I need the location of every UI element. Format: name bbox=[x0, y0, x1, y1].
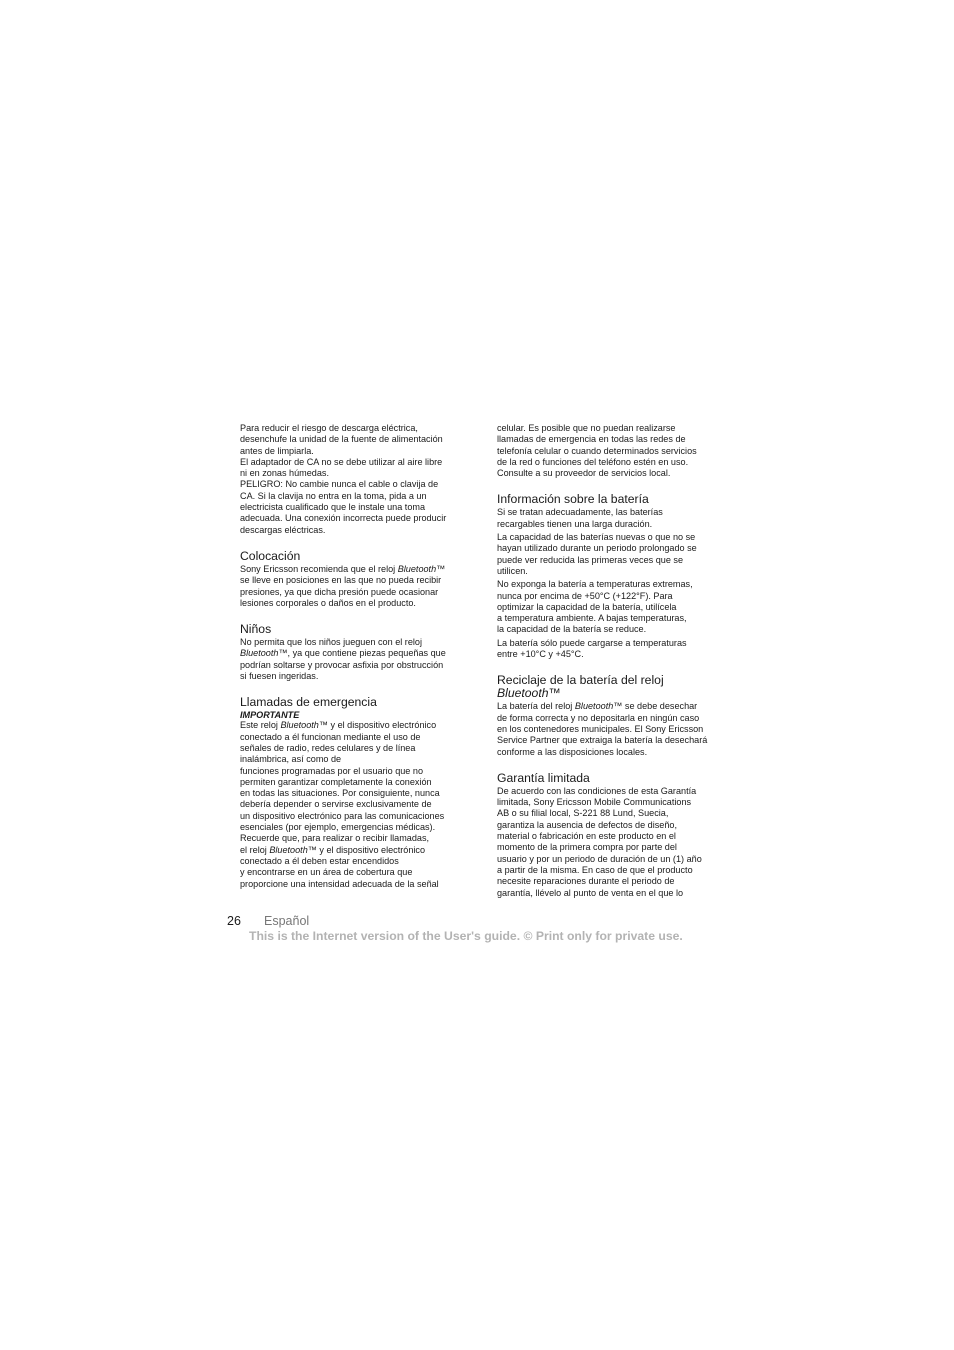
right-column bbox=[497, 423, 719, 899]
ninos-paragraph: No permita que los niños jueguen con el reloj Bluetooth™, ya que contiene piezas pequeñas que podrían soltarse y provocar asfixia por obstrucción si fuesen ingeridas. bbox=[240, 637, 446, 682]
section-title-bateria: Información sobre la batería bbox=[497, 492, 649, 507]
bateria-paragraph-3: No exponga la batería a temperaturas extremas, nunca por encima de +50°C (+122°F). Para optimizar la capacidad de la batería, utilícela a temperatura ambiente. A bajas temperaturas, la capacidad de la batería se reduce. bbox=[497, 579, 693, 635]
emergencia-paragraph: Este reloj Bluetooth™ y el dispositivo electrónico conectado a él funcionan mediante el uso de señales de radio, redes celulares y de línea inalámbrica, así como de funciones programadas por el usuario que no permiten garantizar completamente la conexión en todas las situaciones. Por consiguiente, nunca debería depender o servirse exclusivamente de un dispositivo electrónico para las comunicaciones esenciales (por ejemplo, emergencias médicas). Recuerde que, para realizar o recibir llamadas, el reloj Bluetooth™ y el dispositivo electrónico conectado a él deben estar encendidos y encontrarse en un área de cobertura que proporcione una intensidad adecuada de la señal bbox=[240, 720, 445, 889]
section-title-ninos: Niños bbox=[240, 622, 272, 637]
garantia-paragraph: De acuerdo con las condiciones de esta Garantía limitada, Sony Ericsson Mobile Communications AB o su filial local, S-221 88 Lund, Suecia, garantiza la ausencia de defectos de diseño, material o fabricación en este producto en el momento de la primera compra por parte del usuario y por un periodo de duración de un (1) año a partir de la misma. En caso de que el producto necesite reparaciones durante el periodo de garantía, llévelo al punto de venta en el que lo bbox=[497, 785, 702, 898]
bateria-paragraph-1: Si se tratan adecuadamente, las baterías recargables tienen una larga duración. bbox=[497, 507, 663, 529]
bateria-paragraph-4: La batería sólo puede cargarse a temperaturas entre +10°C y +45°C. bbox=[497, 637, 687, 660]
important-label: IMPORTANTE bbox=[240, 710, 300, 721]
section-title-colocacion: Colocación bbox=[240, 548, 301, 563]
reciclaje-paragraph: La batería del reloj Bluetooth™ se debe desechar de forma correcta y no depositarla en ningún caso en los contenedores municipales. El Sony Ericsson Service Partner que extraiga la batería la desechará conforme a las disposiciones locales. bbox=[497, 701, 708, 757]
bateria-paragraph-2: La capacidad de las baterías nuevas o que no se hayan utilizado durante un periodo prolongado se puede ver reducida las primeras veces que se utilicen. bbox=[497, 532, 697, 576]
section-title-garantia: Garantía limitada bbox=[497, 770, 590, 785]
page-number: 26 bbox=[227, 914, 241, 928]
section-title-emergencia: Llamadas de emergencia bbox=[240, 695, 377, 710]
colocacion-paragraph: Sony Ericsson recomienda que el reloj Bluetooth™ se lleve en posiciones en las que no pueda recibir presiones, ya que dicha presión puede ocasionar lesiones corporales o daños en el producto. bbox=[240, 563, 446, 608]
footer-language: Español bbox=[264, 914, 310, 928]
intro-paragraph: Para reducir el riesgo de descarga eléctrica, desenchufe la unidad de la fuente de alimentación antes de limpiarla. El adaptador de CA no se debe utilizar al aire libre ni en zonas húmedas. PELIGRO: No cambie nunca el cable o clavija de CA. Si la clavija no entra en la toma, pida a un electricista cualificado que le instale una toma adecuada. Una conexión incorrecta puede producir descargas eléctricas. bbox=[240, 423, 447, 535]
footer-disclaimer: This is the Internet version of the User's guide. © Print only for private use. bbox=[249, 929, 683, 943]
section-title-reciclaje: Reciclaje de la batería del reloj Bluetooth™ bbox=[497, 673, 664, 701]
continuation-paragraph: celular. Es posible que no puedan realizarse llamadas de emergencia en todas las redes de telefonía celular o cuando determinados servicios de la red o funciones del teléfono estén en uso. Consulte a su proveedor de servicios local. bbox=[497, 423, 697, 479]
left-column bbox=[240, 423, 462, 890]
